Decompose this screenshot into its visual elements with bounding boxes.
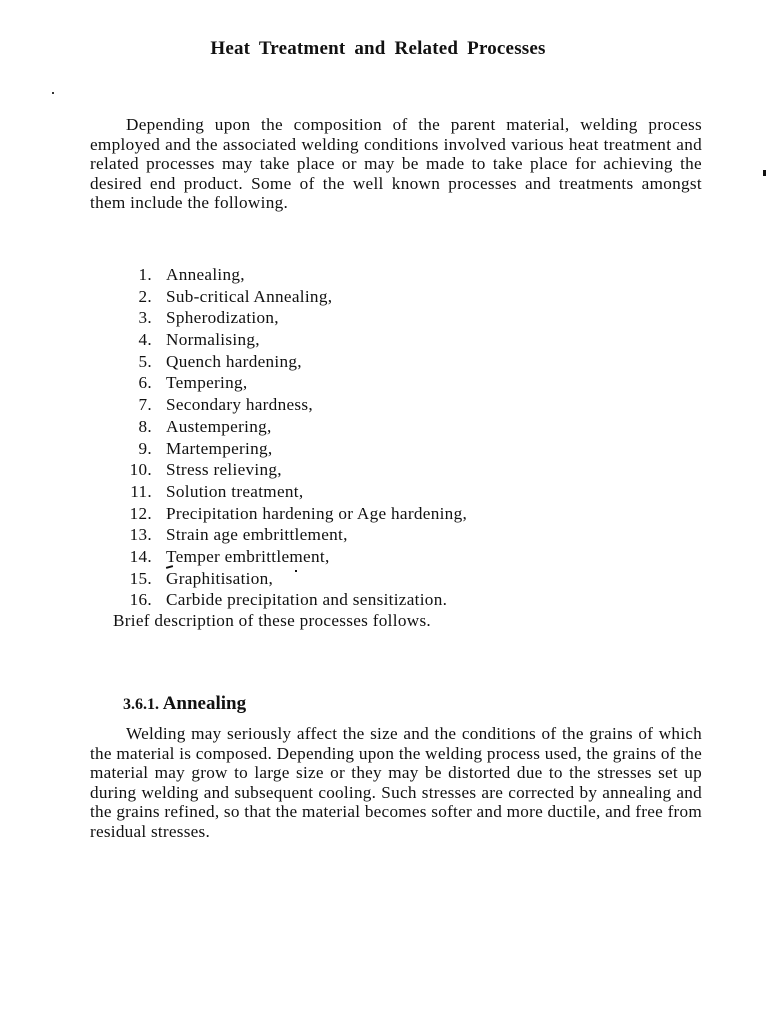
list-item-number: 4. — [138, 330, 152, 350]
annealing-paragraph-text: Welding may seriously affect the size and the conditions of the grains of which the material is composed. Depending upon the welding process used, the grains of the material may grow to large size or they may be distorted due to the stresses set up during welding and subsequent cooling. Such stresses are corrected by annealing and the grains refined, so that the material becomes softer and more ductile, and free from residual stresses. — [90, 724, 702, 841]
list-item — [120, 372, 467, 394]
list-item — [120, 351, 467, 373]
list-item — [120, 394, 467, 416]
list-item — [120, 329, 467, 351]
list-item — [120, 307, 467, 329]
list-item-label: Carbide precipitation and sensitization. — [166, 590, 448, 610]
list-item-number: 8. — [138, 416, 152, 436]
list-item-label: Solution treatment, — [166, 481, 304, 501]
list-item — [120, 568, 467, 590]
list-item-number: 3. — [138, 308, 152, 328]
list-item-number: 5. — [138, 351, 152, 371]
list-item-label: Temper embrittlement, — [166, 546, 330, 566]
section-title: Annealing — [162, 693, 247, 714]
list-item-number: 13. — [129, 525, 152, 545]
list-item-number: 7. — [138, 395, 152, 415]
list-item-number: 14. — [129, 546, 152, 566]
section-number: 3.6.1. — [123, 696, 159, 713]
list-item-number: 1. — [138, 265, 152, 284]
list-item-number: 16. — [129, 590, 152, 610]
intro-paragraph — [90, 115, 702, 213]
list-item — [120, 416, 467, 438]
brief-description-line: Brief description of these processes follows. — [113, 611, 432, 630]
scan-speck — [763, 170, 766, 176]
list-item — [120, 524, 467, 546]
list-item-number: 6. — [138, 373, 152, 393]
process-list — [120, 264, 467, 611]
list-item — [120, 438, 467, 460]
list-item-label: Secondary hardness, — [166, 395, 313, 415]
list-item — [120, 589, 467, 611]
list-item-label: Quench hardening, — [166, 351, 302, 371]
list-item — [120, 459, 467, 481]
list-item — [120, 264, 467, 286]
list-item-number: 12. — [129, 503, 152, 523]
list-item-label: Tempering, — [166, 373, 248, 393]
intro-paragraph-text: Depending upon the composition of the parent material, welding process employed and the associated welding conditions involved various heat treatment and related processes may take place or may be made to take place for achieving the desired end product. Some of the well known processes and treatments amongst them include the following. — [90, 115, 702, 212]
list-item-label: Graphitisation, — [166, 568, 274, 588]
list-item-label: Spherodization, — [166, 308, 279, 328]
section-heading — [123, 693, 246, 715]
list-item-number: 9. — [138, 438, 152, 458]
list-item-label: Martempering, — [166, 438, 273, 458]
list-item-label: Stress relieving, — [166, 460, 282, 480]
list-item-number: 15. — [129, 568, 152, 588]
list-item-number: 2. — [138, 286, 152, 306]
scan-speck — [295, 570, 297, 572]
annealing-paragraph — [90, 724, 702, 841]
list-item-label: Annealing, — [166, 265, 245, 284]
list-item-number: 10. — [129, 460, 152, 480]
list-item-label: Normalising, — [166, 330, 260, 350]
list-item — [120, 286, 467, 308]
list-item — [120, 503, 467, 525]
list-item-label: Precipitation hardening or Age hardening, — [166, 503, 468, 523]
list-item-label: Sub-critical Annealing, — [166, 286, 333, 306]
list-item — [120, 481, 467, 503]
page-title: Heat Treatment and Related Processes — [210, 38, 546, 59]
scan-speck — [52, 92, 54, 94]
list-item-label: Strain age embrittlement, — [166, 525, 348, 545]
list-item-label: Austempering, — [166, 416, 272, 436]
list-item-number: 11. — [130, 481, 152, 501]
